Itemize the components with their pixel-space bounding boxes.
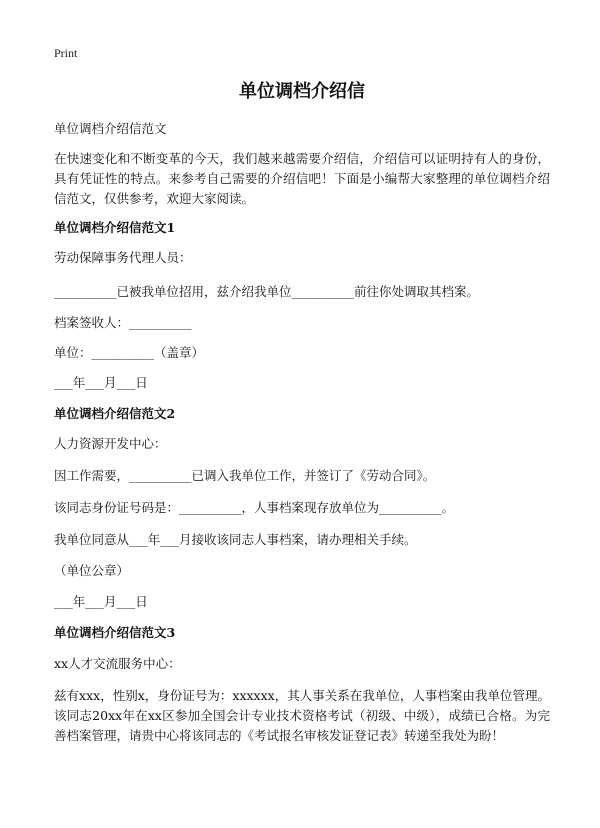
sample1-addressee: 劳动保障事务代理人员： bbox=[54, 250, 192, 265]
sample3-addressee: xx人才交流服务中心： bbox=[54, 656, 181, 671]
document-subtitle: 单位调档介绍信范文 bbox=[54, 121, 167, 136]
sample2-addressee: 人力资源开发中心： bbox=[54, 436, 167, 451]
sample2-body2: 该同志身份证号码是：__________，人事档案现存放单位为__________。 bbox=[54, 500, 455, 515]
intro-paragraph: 在快速变化和不断变革的今天，我们越来越需要介绍信，介绍信可以证明持有人的身份，具有凭证性的特点。来参考自己需要的介绍信吧！下面是小编帮大家整理的单位调档介绍信范文，仅供参考，欢迎大家阅读。 bbox=[54, 151, 550, 206]
document-title: 单位调档介绍信 bbox=[239, 81, 365, 102]
sample2-seal: （单位公章） bbox=[54, 563, 130, 578]
sample1-date: ___年___月___日 bbox=[54, 375, 148, 390]
sample3-body: 兹有xxx，性别x，身份证号为：xxxxxx，其人事关系在我单位，人事档案由我单位管理。该同志20xx年在xx区参加全国会计专业技术资格考试（初级、中级），成绩已合格。为完善档案管理，请贵中心将该同志的《考试报名审核发证登记表》转递至我处为盼！ bbox=[54, 688, 550, 743]
sample2-body3: 我单位同意从___年___月接收该同志人事档案，请办理相关手续。 bbox=[54, 532, 417, 547]
sample1-body: __________已被我单位招用，兹介绍我单位__________前往你处调取其档案。 bbox=[54, 284, 480, 299]
sample2-body1: 因工作需要，__________已调入我单位工作，并签订了《劳动合同》。 bbox=[54, 468, 436, 483]
sample1-heading: 单位调档介绍信范文1 bbox=[54, 220, 176, 235]
print-link[interactable]: Print bbox=[54, 46, 78, 60]
sample2-heading: 单位调档介绍信范文2 bbox=[54, 406, 176, 421]
sample1-receiver: 档案签收人：__________ bbox=[54, 315, 192, 330]
sample3-heading: 单位调档介绍信范文3 bbox=[54, 625, 176, 640]
sample2-date: ___年___月___日 bbox=[54, 594, 148, 609]
sample1-unit: 单位：__________（盖章） bbox=[54, 345, 205, 360]
